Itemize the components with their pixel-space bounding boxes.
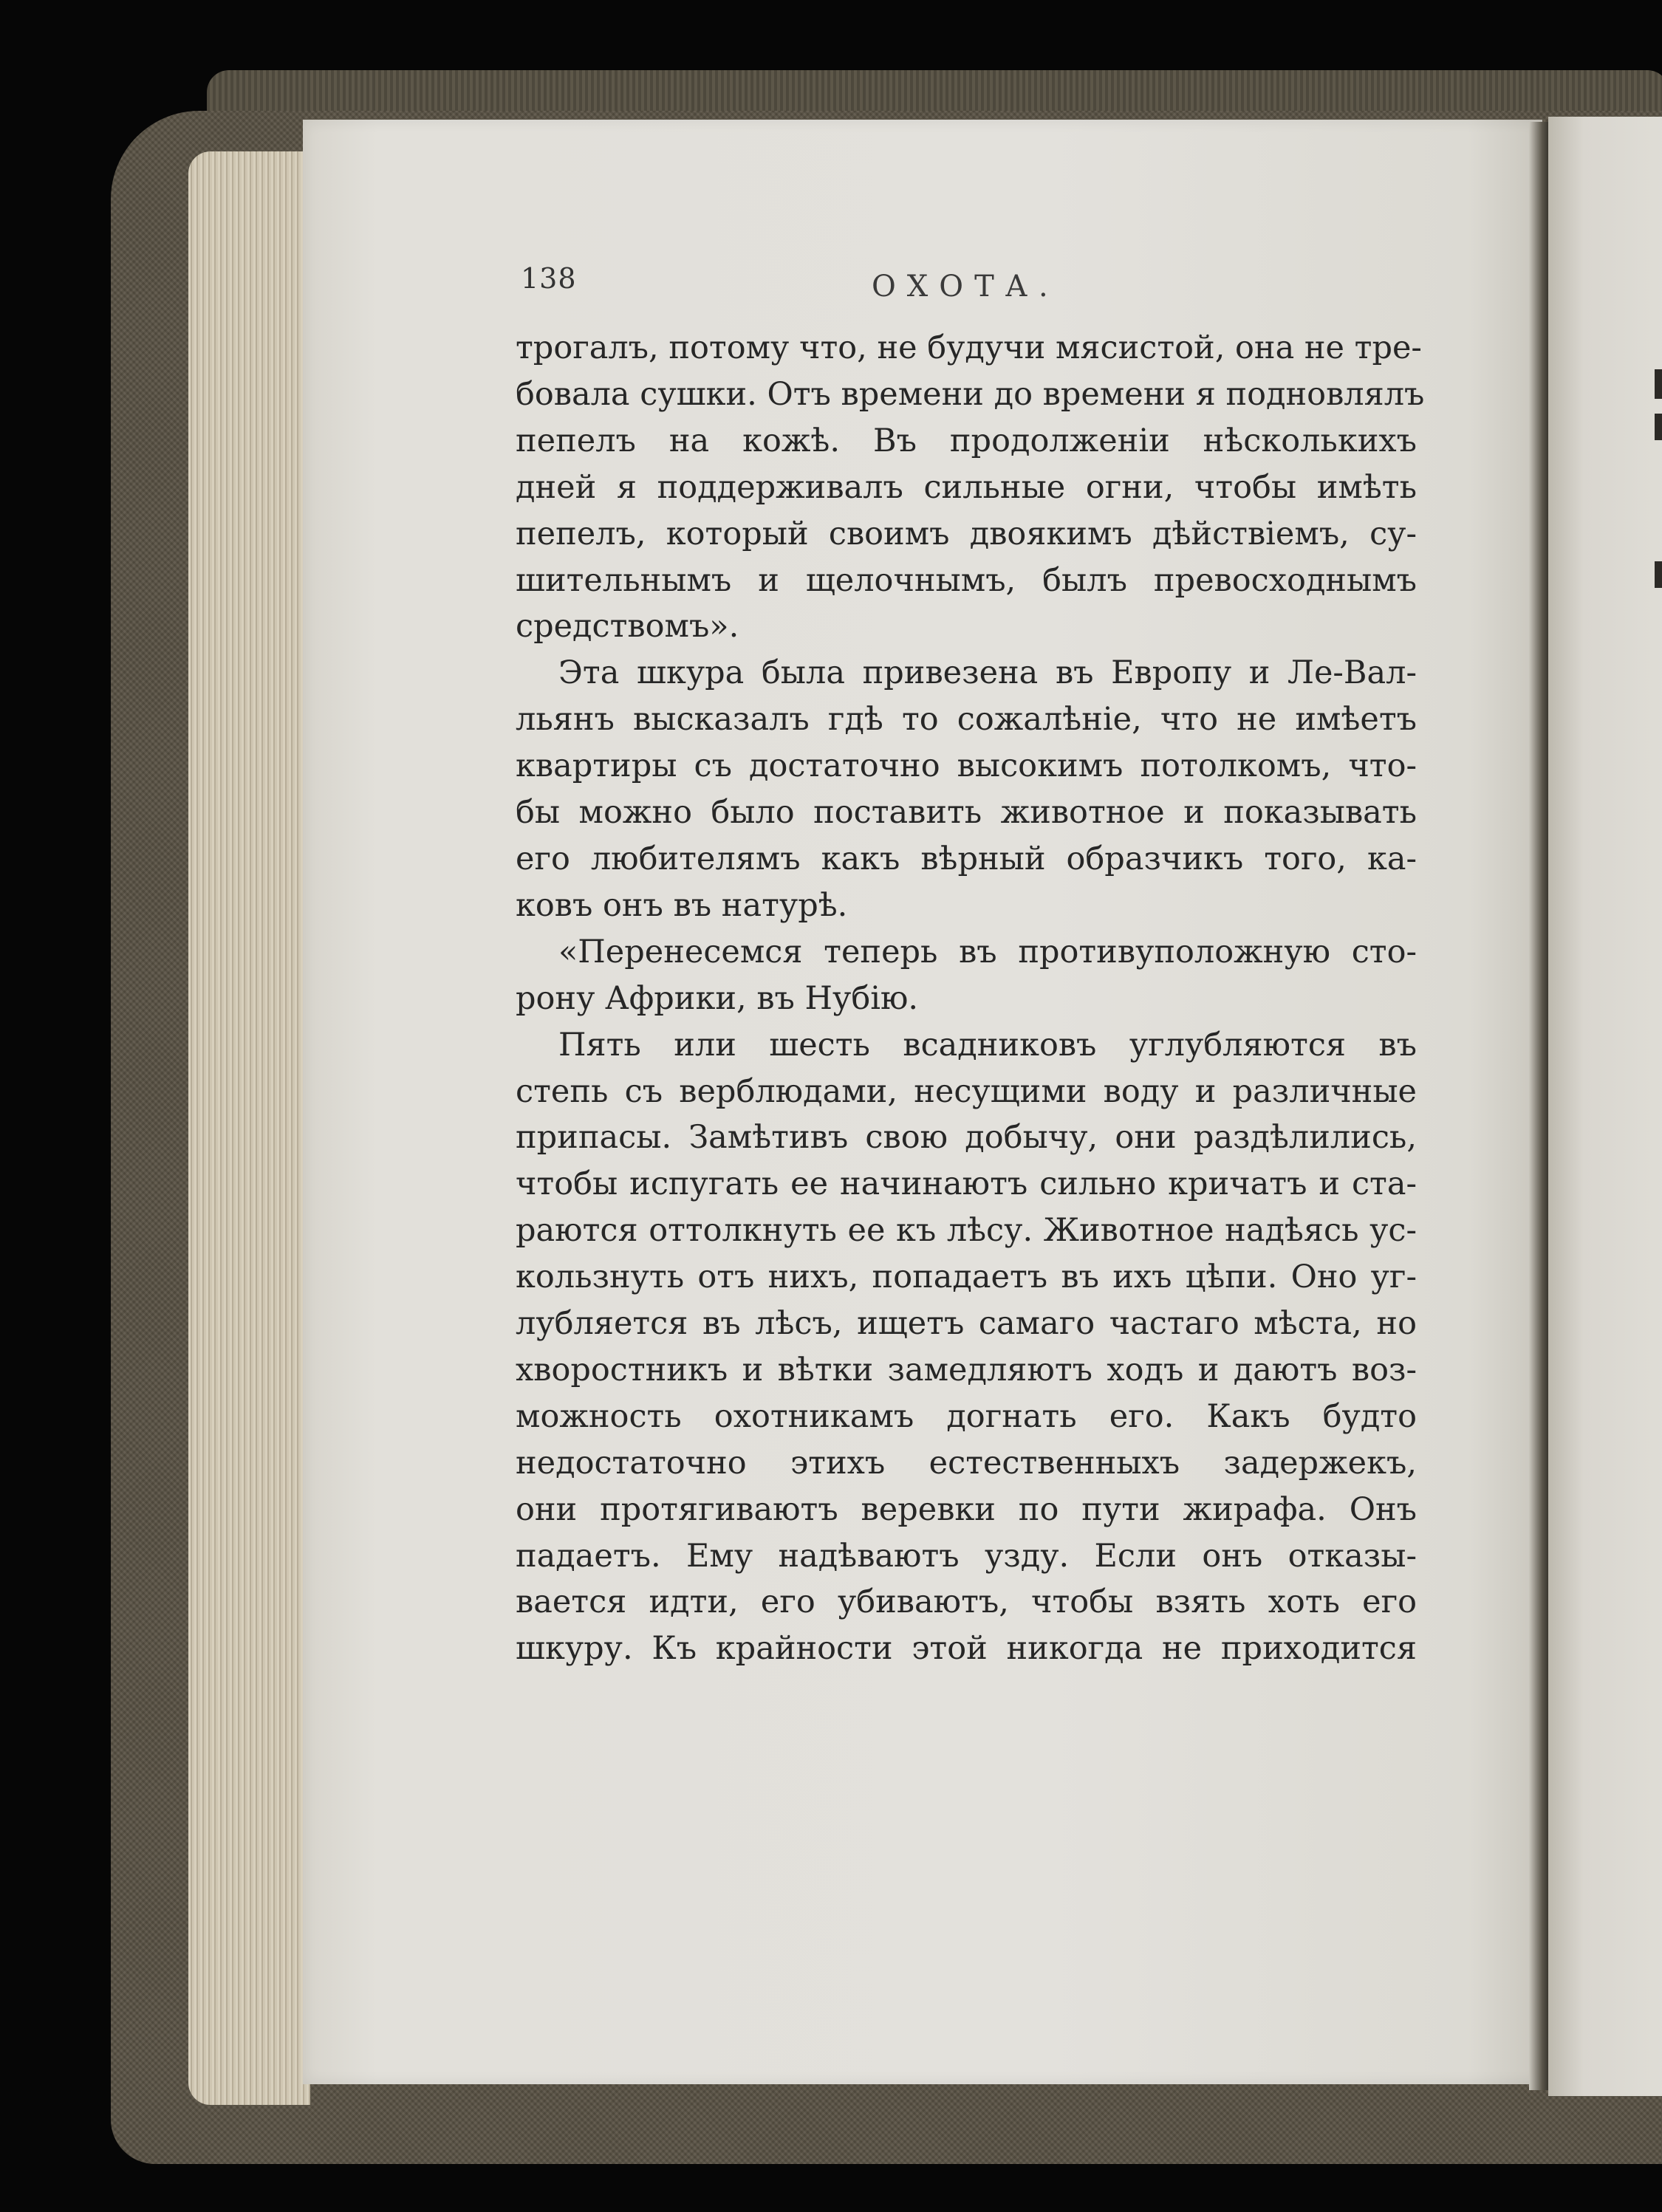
text-line: раются оттолкнуть ее къ лѣсу. Животное надѣясь ус- — [516, 1212, 1417, 1250]
text-line: они протягиваютъ веревки по пути жирафа. Онъ — [516, 1490, 1417, 1528]
text-line: средствомъ». — [516, 608, 739, 646]
text-line: пепелъ, который своимъ двоякимъ дѣйствіемъ, су- — [516, 515, 1417, 552]
right-page-text-fragment — [1655, 369, 1662, 399]
right-page-text-fragment — [1655, 561, 1662, 588]
page-number: 138 — [521, 262, 577, 295]
text-line: пепелъ на кожѣ. Въ продолженіи нѣсколькихъ — [516, 422, 1417, 459]
text-line: «Перенесемся теперь въ противуположную сто- — [558, 933, 1417, 970]
text-line: Пять или шесть всадниковъ углубляются въ — [558, 1026, 1417, 1064]
text-line: шкуру. Къ крайности этой никогда не приходится — [516, 1630, 1417, 1668]
right-page — [1548, 117, 1662, 2096]
text-line: лубляется въ лѣсъ, ищетъ самаго частаго мѣста, но — [516, 1305, 1417, 1343]
text-line: шительнымъ и щелочнымъ, былъ превосходнымъ — [516, 561, 1417, 599]
text-line: трогалъ, потому что, не будучи мясистой, она не тре- — [516, 329, 1422, 366]
text-line: можность охотникамъ догнать его. Какъ будто — [516, 1397, 1417, 1435]
body-text — [516, 325, 1425, 1672]
text-line: падаетъ. Ему надѣваютъ узду. Если онъ отказы- — [516, 1537, 1417, 1575]
page-stack-edge — [188, 151, 310, 2105]
text-line: бы можно было поставить животное и показывать — [516, 794, 1417, 832]
text-line: дней я поддерживалъ сильные огни, чтобы имѣть — [516, 468, 1417, 506]
text-line: рону Африки, въ Нубію. — [516, 979, 919, 1017]
text-line: его любителямъ какъ вѣрный образчикъ того, ка- — [516, 840, 1417, 877]
text-line: Эта шкура была привезена въ Европу и Ле-Вал- — [558, 654, 1417, 692]
text-line: кользнуть отъ нихъ, попадаетъ въ ихъ цѣпи. Оно уг- — [516, 1259, 1417, 1296]
running-head: ОХОТА. — [872, 270, 1059, 304]
text-line: вается идти, его убиваютъ, чтобы взять хоть его — [516, 1583, 1417, 1621]
text-line: льянъ высказалъ гдѣ то сожалѣніе, что не имѣетъ — [516, 701, 1417, 739]
right-page-text-fragment — [1655, 414, 1662, 440]
text-line: недостаточно этихъ естественныхъ задержекъ, — [516, 1444, 1417, 1482]
text-line: степь съ верблюдами, несущими воду и различные — [516, 1072, 1417, 1110]
text-line: чтобы испугать ее начинаютъ сильно кричатъ и ста- — [516, 1165, 1417, 1203]
text-line: квартиры съ достаточно высокимъ потолкомъ, что- — [516, 747, 1417, 785]
text-line: хворостникъ и вѣтки замедляютъ ходъ и даютъ воз- — [516, 1351, 1417, 1389]
text-line: припасы. Замѣтивъ свою добычу, они раздѣлились, — [516, 1119, 1417, 1157]
text-line: ковъ онъ въ натурѣ. — [516, 886, 848, 924]
text-line: бовала сушки. Отъ времени до времени я подновлялъ — [516, 375, 1425, 413]
